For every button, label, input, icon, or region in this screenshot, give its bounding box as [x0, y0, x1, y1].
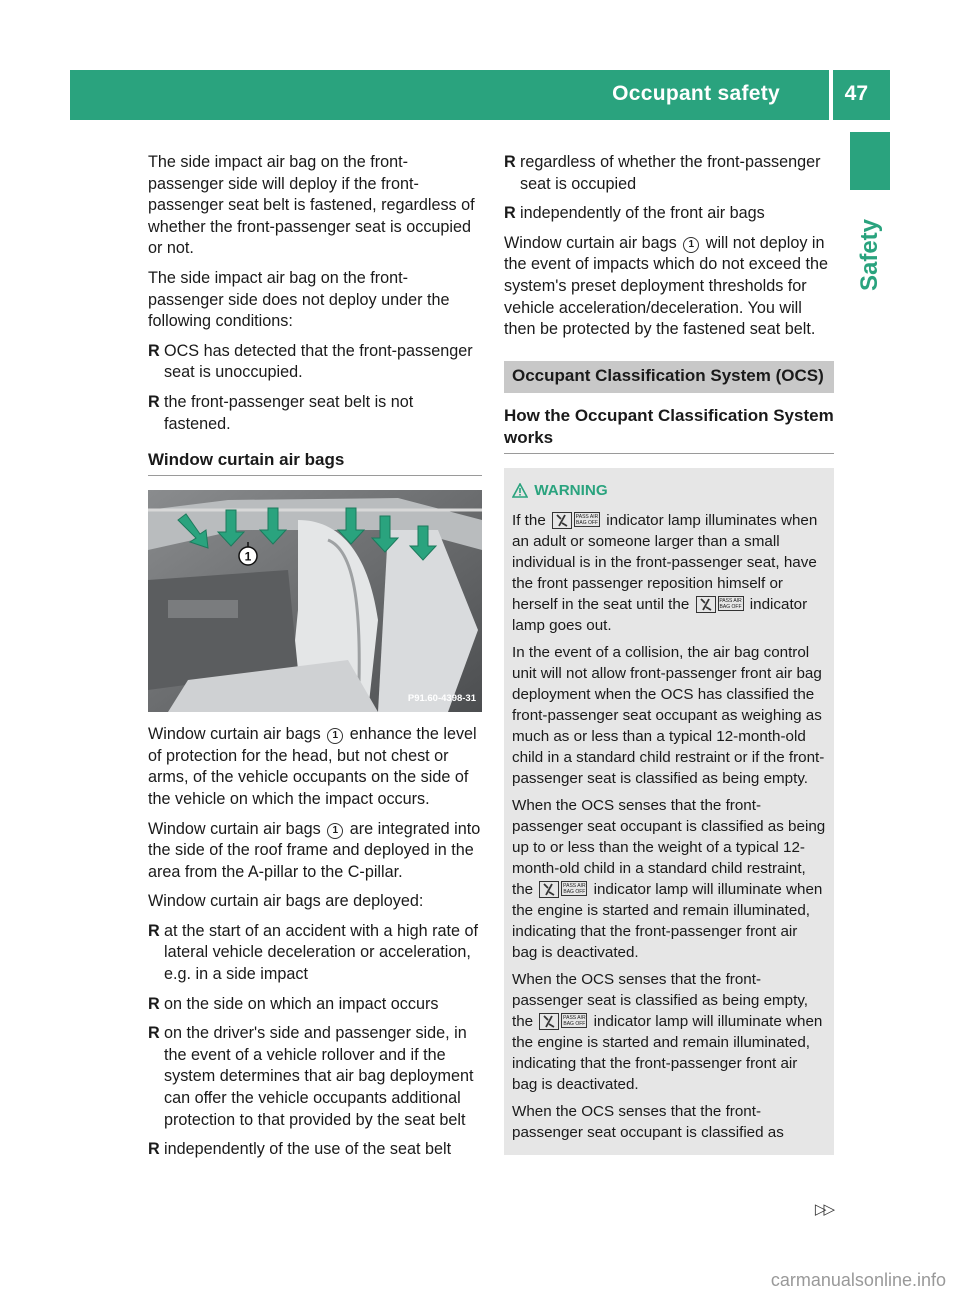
- section-heading-box: Occupant Classification System (OCS): [504, 361, 834, 393]
- section-title: Occupant safety: [612, 82, 780, 105]
- section-heading: Window curtain air bags: [148, 450, 345, 470]
- paragraph: Window curtain air bags 1 are integrated into the side of the roof frame and deployed in the area from the A-pillar to the C-pillar.: [148, 819, 481, 881]
- heading-rule: [148, 475, 482, 476]
- paragraph: The side impact air bag on the front-passenger side does not deploy under the following conditions:: [148, 268, 450, 331]
- warning-paragraph: When the OCS senses that the front-passenger seat occupant is classified as: [512, 1102, 784, 1141]
- pass-airbag-off-lamp-icon: PASS AIR BAG OFF: [696, 596, 744, 613]
- callout-1-icon: 1: [327, 823, 343, 839]
- list-item: R regardless of whether the front-passenger seat is occupied: [504, 153, 821, 193]
- warning-title: WARNING: [512, 480, 826, 504]
- heading-rule: [504, 453, 834, 454]
- list-item: R on the side on which an impact occurs: [148, 994, 439, 1013]
- right-column: [504, 152, 834, 1155]
- airbag-photo: [148, 490, 482, 712]
- photo-callout: 1: [244, 549, 252, 564]
- left-column: [148, 152, 482, 1169]
- warning-paragraph: When the OCS senses that the front-passenger seat is classified as being empty, the PASS AIR BAG OFF indicator lamp will illuminate when the engine is started and remain illuminated, indicating that the front-passenger front air bag is deactivated.: [512, 970, 823, 1093]
- pass-airbag-off-lamp-icon: PASS AIR BAG OFF: [552, 512, 600, 529]
- pass-airbag-off-lamp-icon: PASS AIR BAG OFF: [539, 1013, 587, 1030]
- continue-icon: ▷▷: [814, 1201, 832, 1218]
- header-bar: [70, 70, 890, 120]
- sub-heading: How the Occupant Classification System works: [504, 405, 834, 447]
- paragraph: The side impact air bag on the front-passenger side will deploy if the front-passenger seat belt is fastened, regardless of whether the front-passenger seat is occupied or not.: [148, 153, 475, 258]
- paragraph: Window curtain air bags 1 will not deploy in the event of impacts which do not exceed the system's preset deployment thresholds for vehicle acceleration/deceleration. You will then be protected by the fastened seat belt.: [504, 233, 828, 339]
- photo-code: P91.60-4398-31: [407, 692, 476, 704]
- pass-airbag-off-lamp-icon: PASS AIR BAG OFF: [539, 881, 587, 898]
- chapter-label: Safety: [856, 218, 883, 292]
- callout-1-icon: 1: [683, 237, 699, 253]
- list-item: R the front-passenger seat belt is not fastened.: [148, 392, 414, 433]
- paragraph: Window curtain air bags 1 enhance the level of protection for the head, but not chest or arms, of the vehicle occupants on the side of the vehicle on which the impact occurs.: [148, 725, 477, 808]
- paragraph: Window curtain air bags are deployed:: [148, 892, 424, 911]
- warning-paragraph: In the event of a collision, the air bag control unit will not allow front-passenger front air bag deployment when the OCS has classified the front-passenger seat occupant as weighing as much as or less than a typical 12-month-old child in a standard child restraint or if the front-passenger seat is classified as being empty.: [512, 643, 825, 787]
- warning-paragraph: When the OCS senses that the front-passenger seat occupant is classified as being up to or less than the weight of a typical 12-month-old child in a standard child restraint, the PASS AIR BAG OFF indicator lamp will illuminate when the engine is started and remain illuminated, indicating that the front-passenger front air bag is deactivated.: [512, 796, 826, 961]
- chapter-tab: [850, 132, 890, 190]
- warning-box: [504, 468, 834, 1155]
- callout-1-icon: 1: [327, 728, 343, 744]
- list-item: R independently of the front air bags: [504, 204, 765, 223]
- warning-triangle-icon: [512, 483, 530, 504]
- warning-paragraph: If the PASS AIR BAG OFF indicator lamp illuminates when an adult or someone larger than a small individual is in the front-passenger seat, have the front passenger reposition himself or herself in the seat until the PASS AIR BAG OFF indicator lamp goes out.: [512, 511, 818, 634]
- list-item: R independently of the use of the seat belt: [148, 1140, 452, 1159]
- footer-watermark: carmanualsonline.info: [770, 1270, 946, 1290]
- list-item: R at the start of an accident with a high rate of lateral vehicle deceleration or acceleration, e.g. in a side impact: [148, 921, 479, 984]
- list-item: R on the driver's side and passenger side, in the event of a vehicle rollover and if the system determines that air bag deployment can offer the vehicle occupants additional protection to that provided by the seat belt: [148, 1024, 474, 1129]
- list-item: R OCS has detected that the front-passenger seat is unoccupied.: [148, 341, 473, 382]
- header-separator: [829, 70, 833, 120]
- page-number: 47: [844, 82, 868, 105]
